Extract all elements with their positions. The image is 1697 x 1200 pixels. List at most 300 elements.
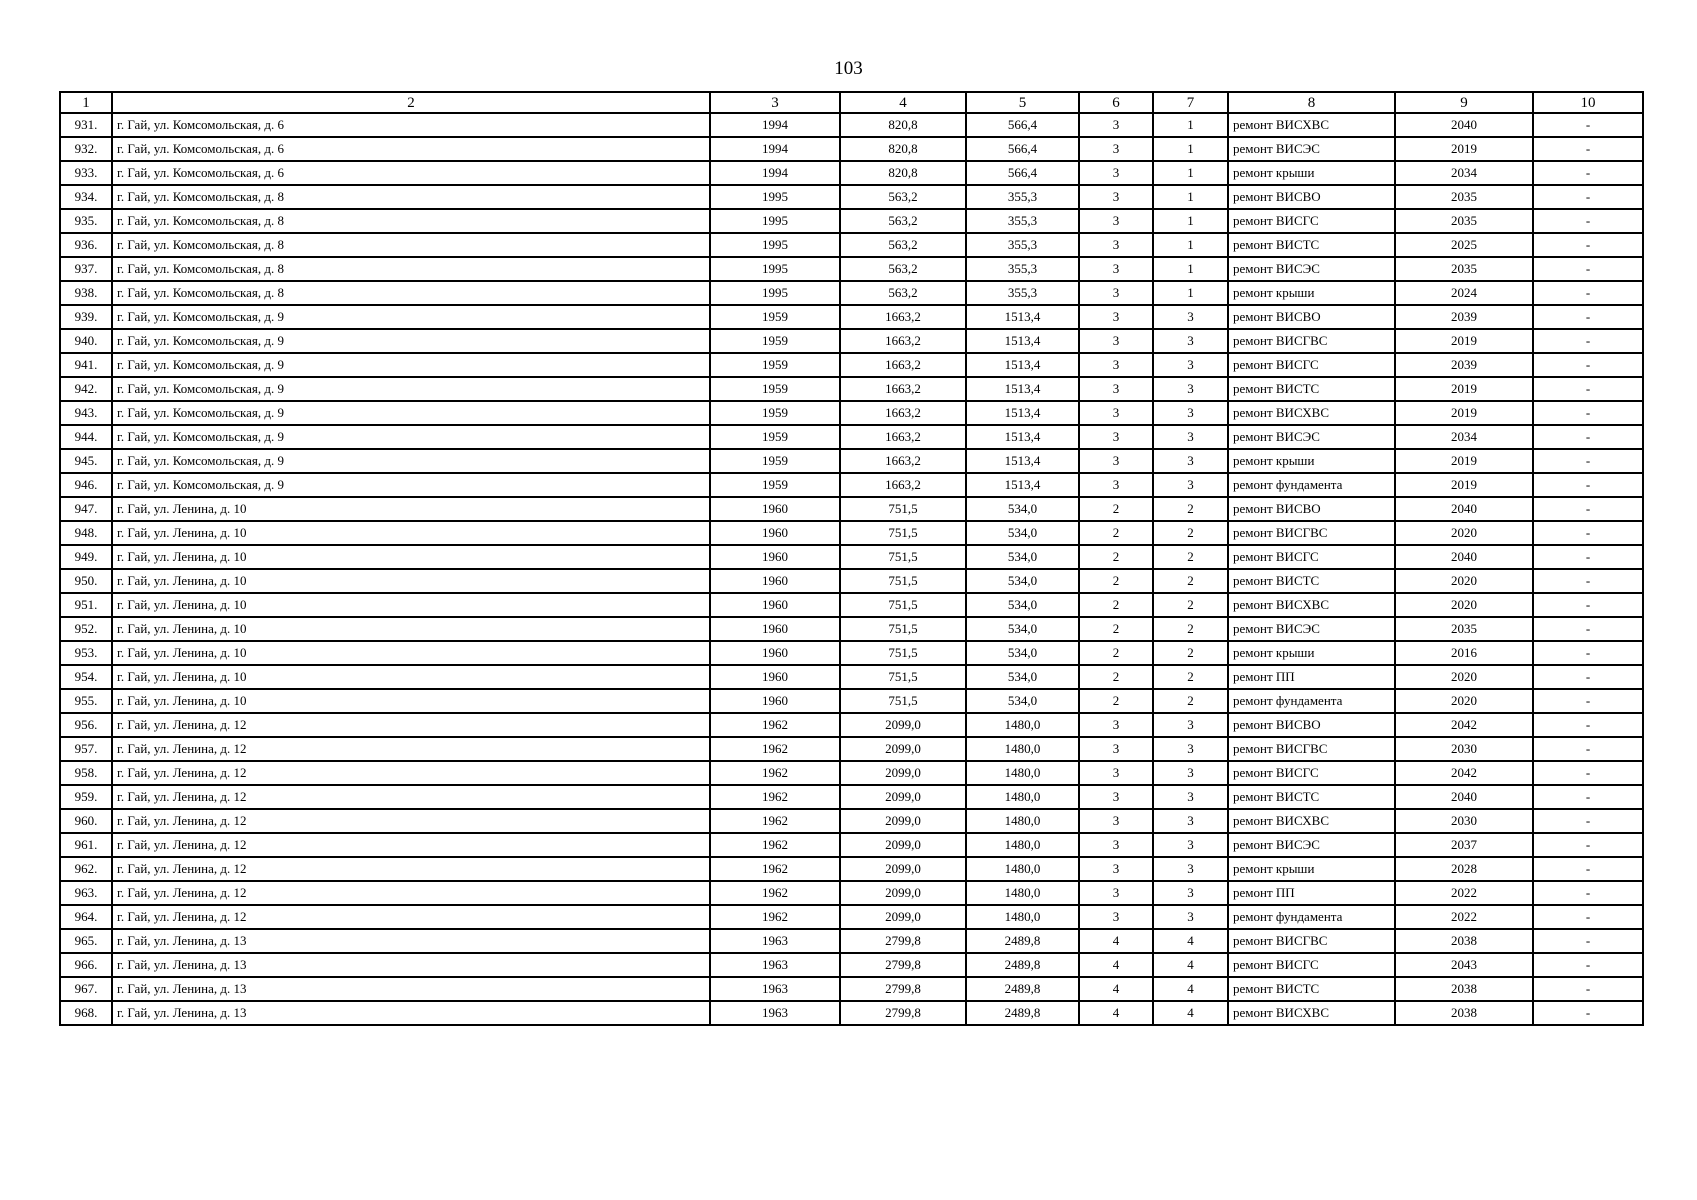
total-area-cell: 1663,2 xyxy=(840,329,966,353)
repair-year-cell: 2040 xyxy=(1395,545,1533,569)
total-area-cell: 563,2 xyxy=(840,209,966,233)
entrances-cell: 3 xyxy=(1153,785,1228,809)
column-header: 1 xyxy=(60,92,112,113)
repair-type-cell: ремонт ПП xyxy=(1228,665,1395,689)
table-row xyxy=(60,521,1643,545)
floors-cell: 3 xyxy=(1079,809,1153,833)
address-cell: г. Гай, ул. Комсомольская, д. 6 xyxy=(112,113,710,137)
living-area-cell: 355,3 xyxy=(966,257,1079,281)
entrances-cell: 4 xyxy=(1153,1001,1228,1025)
entrances-cell: 1 xyxy=(1153,185,1228,209)
entrances-cell: 4 xyxy=(1153,953,1228,977)
entrances-cell: 4 xyxy=(1153,977,1228,1001)
table-row xyxy=(60,449,1643,473)
table-row xyxy=(60,161,1643,185)
living-area-cell: 566,4 xyxy=(966,161,1079,185)
column-header: 10 xyxy=(1533,92,1643,113)
table-row xyxy=(60,713,1643,737)
table-row xyxy=(60,257,1643,281)
year-built-cell: 1994 xyxy=(710,137,840,161)
note-cell: - xyxy=(1533,1001,1643,1025)
total-area-cell: 751,5 xyxy=(840,545,966,569)
table-row xyxy=(60,353,1643,377)
repair-type-cell: ремонт ВИСТС xyxy=(1228,785,1395,809)
row-number-cell: 961. xyxy=(60,833,112,857)
entrances-cell: 2 xyxy=(1153,569,1228,593)
address-cell: г. Гай, ул. Ленина, д. 10 xyxy=(112,617,710,641)
repair-year-cell: 2040 xyxy=(1395,497,1533,521)
repair-year-cell: 2020 xyxy=(1395,569,1533,593)
floors-cell: 3 xyxy=(1079,233,1153,257)
note-cell: - xyxy=(1533,953,1643,977)
year-built-cell: 1959 xyxy=(710,329,840,353)
year-built-cell: 1995 xyxy=(710,185,840,209)
repair-year-cell: 2035 xyxy=(1395,617,1533,641)
repair-type-cell: ремонт ВИСВО xyxy=(1228,305,1395,329)
row-number-cell: 958. xyxy=(60,761,112,785)
address-cell: г. Гай, ул. Комсомольская, д. 8 xyxy=(112,233,710,257)
table-row xyxy=(60,857,1643,881)
row-number-cell: 935. xyxy=(60,209,112,233)
address-cell: г. Гай, ул. Комсомольская, д. 6 xyxy=(112,161,710,185)
entrances-cell: 2 xyxy=(1153,545,1228,569)
header-row xyxy=(60,92,1643,113)
repair-type-cell: ремонт ВИСТС xyxy=(1228,977,1395,1001)
entrances-cell: 3 xyxy=(1153,473,1228,497)
note-cell: - xyxy=(1533,257,1643,281)
address-cell: г. Гай, ул. Комсомольская, д. 9 xyxy=(112,353,710,377)
total-area-cell: 1663,2 xyxy=(840,305,966,329)
year-built-cell: 1959 xyxy=(710,353,840,377)
year-built-cell: 1995 xyxy=(710,281,840,305)
repair-year-cell: 2043 xyxy=(1395,953,1533,977)
floors-cell: 2 xyxy=(1079,569,1153,593)
repair-type-cell: ремонт ВИСГВС xyxy=(1228,737,1395,761)
note-cell: - xyxy=(1533,185,1643,209)
repair-year-cell: 2034 xyxy=(1395,161,1533,185)
table-row xyxy=(60,497,1643,521)
repair-type-cell: ремонт крыши xyxy=(1228,857,1395,881)
row-number-cell: 951. xyxy=(60,593,112,617)
repair-year-cell: 2028 xyxy=(1395,857,1533,881)
repair-type-cell: ремонт ВИСГС xyxy=(1228,953,1395,977)
note-cell: - xyxy=(1533,113,1643,137)
repair-type-cell: ремонт ВИСГВС xyxy=(1228,521,1395,545)
repair-year-cell: 2035 xyxy=(1395,209,1533,233)
year-built-cell: 1962 xyxy=(710,737,840,761)
repair-type-cell: ремонт ВИСЭС xyxy=(1228,137,1395,161)
living-area-cell: 1513,4 xyxy=(966,329,1079,353)
row-number-cell: 940. xyxy=(60,329,112,353)
note-cell: - xyxy=(1533,929,1643,953)
total-area-cell: 2099,0 xyxy=(840,905,966,929)
entrances-cell: 3 xyxy=(1153,881,1228,905)
address-cell: г. Гай, ул. Комсомольская, д. 9 xyxy=(112,401,710,425)
note-cell: - xyxy=(1533,713,1643,737)
entrances-cell: 1 xyxy=(1153,233,1228,257)
address-cell: г. Гай, ул. Ленина, д. 10 xyxy=(112,641,710,665)
entrances-cell: 1 xyxy=(1153,137,1228,161)
floors-cell: 2 xyxy=(1079,617,1153,641)
row-number-cell: 937. xyxy=(60,257,112,281)
entrances-cell: 3 xyxy=(1153,305,1228,329)
address-cell: г. Гай, ул. Ленина, д. 13 xyxy=(112,977,710,1001)
living-area-cell: 1513,4 xyxy=(966,377,1079,401)
floors-cell: 2 xyxy=(1079,641,1153,665)
floors-cell: 3 xyxy=(1079,833,1153,857)
year-built-cell: 1962 xyxy=(710,881,840,905)
note-cell: - xyxy=(1533,617,1643,641)
total-area-cell: 2799,8 xyxy=(840,977,966,1001)
page-number: 103 xyxy=(834,58,863,79)
table-row xyxy=(60,113,1643,137)
year-built-cell: 1960 xyxy=(710,665,840,689)
living-area-cell: 2489,8 xyxy=(966,1001,1079,1025)
living-area-cell: 566,4 xyxy=(966,113,1079,137)
total-area-cell: 751,5 xyxy=(840,569,966,593)
entrances-cell: 1 xyxy=(1153,161,1228,185)
entrances-cell: 3 xyxy=(1153,809,1228,833)
living-area-cell: 2489,8 xyxy=(966,953,1079,977)
total-area-cell: 2099,0 xyxy=(840,881,966,905)
address-cell: г. Гай, ул. Ленина, д. 10 xyxy=(112,497,710,521)
address-cell: г. Гай, ул. Ленина, д. 12 xyxy=(112,761,710,785)
note-cell: - xyxy=(1533,641,1643,665)
row-number-cell: 941. xyxy=(60,353,112,377)
total-area-cell: 2799,8 xyxy=(840,929,966,953)
note-cell: - xyxy=(1533,809,1643,833)
row-number-cell: 932. xyxy=(60,137,112,161)
repair-type-cell: ремонт ВИСГС xyxy=(1228,545,1395,569)
floors-cell: 2 xyxy=(1079,689,1153,713)
note-cell: - xyxy=(1533,497,1643,521)
total-area-cell: 1663,2 xyxy=(840,377,966,401)
repair-type-cell: ремонт ВИСТС xyxy=(1228,377,1395,401)
floors-cell: 4 xyxy=(1079,1001,1153,1025)
living-area-cell: 1513,4 xyxy=(966,305,1079,329)
floors-cell: 2 xyxy=(1079,497,1153,521)
repair-year-cell: 2037 xyxy=(1395,833,1533,857)
year-built-cell: 1960 xyxy=(710,617,840,641)
repair-type-cell: ремонт крыши xyxy=(1228,281,1395,305)
floors-cell: 3 xyxy=(1079,881,1153,905)
entrances-cell: 3 xyxy=(1153,449,1228,473)
living-area-cell: 355,3 xyxy=(966,233,1079,257)
living-area-cell: 1480,0 xyxy=(966,833,1079,857)
year-built-cell: 1962 xyxy=(710,809,840,833)
table-row xyxy=(60,329,1643,353)
note-cell: - xyxy=(1533,449,1643,473)
total-area-cell: 2099,0 xyxy=(840,785,966,809)
address-cell: г. Гай, ул. Ленина, д. 10 xyxy=(112,689,710,713)
row-number-cell: 957. xyxy=(60,737,112,761)
address-cell: г. Гай, ул. Комсомольская, д. 8 xyxy=(112,257,710,281)
note-cell: - xyxy=(1533,209,1643,233)
repair-year-cell: 2022 xyxy=(1395,905,1533,929)
address-cell: г. Гай, ул. Ленина, д. 12 xyxy=(112,857,710,881)
entrances-cell: 3 xyxy=(1153,737,1228,761)
repair-type-cell: ремонт ПП xyxy=(1228,881,1395,905)
total-area-cell: 820,8 xyxy=(840,137,966,161)
living-area-cell: 534,0 xyxy=(966,569,1079,593)
floors-cell: 3 xyxy=(1079,161,1153,185)
entrances-cell: 4 xyxy=(1153,929,1228,953)
address-cell: г. Гай, ул. Ленина, д. 10 xyxy=(112,521,710,545)
floors-cell: 3 xyxy=(1079,353,1153,377)
note-cell: - xyxy=(1533,521,1643,545)
table-row xyxy=(60,977,1643,1001)
living-area-cell: 1480,0 xyxy=(966,713,1079,737)
repair-year-cell: 2042 xyxy=(1395,713,1533,737)
note-cell: - xyxy=(1533,881,1643,905)
year-built-cell: 1959 xyxy=(710,425,840,449)
address-cell: г. Гай, ул. Комсомольская, д. 9 xyxy=(112,425,710,449)
row-number-cell: 946. xyxy=(60,473,112,497)
year-built-cell: 1995 xyxy=(710,257,840,281)
repair-year-cell: 2019 xyxy=(1395,329,1533,353)
living-area-cell: 2489,8 xyxy=(966,977,1079,1001)
note-cell: - xyxy=(1533,833,1643,857)
note-cell: - xyxy=(1533,305,1643,329)
year-built-cell: 1960 xyxy=(710,641,840,665)
row-number-cell: 933. xyxy=(60,161,112,185)
column-header: 5 xyxy=(966,92,1079,113)
repair-year-cell: 2040 xyxy=(1395,113,1533,137)
repair-year-cell: 2025 xyxy=(1395,233,1533,257)
entrances-cell: 3 xyxy=(1153,857,1228,881)
floors-cell: 3 xyxy=(1079,209,1153,233)
living-area-cell: 355,3 xyxy=(966,281,1079,305)
year-built-cell: 1959 xyxy=(710,305,840,329)
address-cell: г. Гай, ул. Ленина, д. 12 xyxy=(112,713,710,737)
repair-type-cell: ремонт фундамента xyxy=(1228,689,1395,713)
total-area-cell: 751,5 xyxy=(840,521,966,545)
address-cell: г. Гай, ул. Ленина, д. 13 xyxy=(112,929,710,953)
living-area-cell: 1513,4 xyxy=(966,425,1079,449)
total-area-cell: 563,2 xyxy=(840,281,966,305)
floors-cell: 3 xyxy=(1079,329,1153,353)
total-area-cell: 2099,0 xyxy=(840,761,966,785)
column-header: 8 xyxy=(1228,92,1395,113)
living-area-cell: 1480,0 xyxy=(966,857,1079,881)
year-built-cell: 1994 xyxy=(710,113,840,137)
year-built-cell: 1963 xyxy=(710,953,840,977)
year-built-cell: 1960 xyxy=(710,497,840,521)
repair-year-cell: 2019 xyxy=(1395,137,1533,161)
year-built-cell: 1994 xyxy=(710,161,840,185)
living-area-cell: 1480,0 xyxy=(966,737,1079,761)
repair-year-cell: 2020 xyxy=(1395,665,1533,689)
floors-cell: 3 xyxy=(1079,281,1153,305)
row-number-cell: 931. xyxy=(60,113,112,137)
entrances-cell: 2 xyxy=(1153,617,1228,641)
row-number-cell: 968. xyxy=(60,1001,112,1025)
repair-type-cell: ремонт ВИСХВС xyxy=(1228,113,1395,137)
living-area-cell: 534,0 xyxy=(966,641,1079,665)
repair-type-cell: ремонт крыши xyxy=(1228,449,1395,473)
repair-schedule-table xyxy=(59,91,1644,1026)
living-area-cell: 1480,0 xyxy=(966,785,1079,809)
repair-year-cell: 2022 xyxy=(1395,881,1533,905)
repair-type-cell: ремонт ВИСВО xyxy=(1228,713,1395,737)
row-number-cell: 959. xyxy=(60,785,112,809)
total-area-cell: 820,8 xyxy=(840,113,966,137)
row-number-cell: 965. xyxy=(60,929,112,953)
floors-cell: 4 xyxy=(1079,977,1153,1001)
table-row xyxy=(60,1001,1643,1025)
year-built-cell: 1963 xyxy=(710,977,840,1001)
living-area-cell: 1513,4 xyxy=(966,353,1079,377)
table-row xyxy=(60,425,1643,449)
entrances-cell: 3 xyxy=(1153,833,1228,857)
note-cell: - xyxy=(1533,977,1643,1001)
repair-type-cell: ремонт ВИСЭС xyxy=(1228,617,1395,641)
note-cell: - xyxy=(1533,233,1643,257)
total-area-cell: 2799,8 xyxy=(840,953,966,977)
year-built-cell: 1962 xyxy=(710,761,840,785)
floors-cell: 3 xyxy=(1079,713,1153,737)
living-area-cell: 534,0 xyxy=(966,593,1079,617)
note-cell: - xyxy=(1533,353,1643,377)
row-number-cell: 945. xyxy=(60,449,112,473)
repair-year-cell: 2042 xyxy=(1395,761,1533,785)
repair-type-cell: ремонт ВИСЭС xyxy=(1228,833,1395,857)
living-area-cell: 1480,0 xyxy=(966,905,1079,929)
living-area-cell: 1480,0 xyxy=(966,761,1079,785)
note-cell: - xyxy=(1533,545,1643,569)
repair-type-cell: ремонт ВИСГС xyxy=(1228,209,1395,233)
row-number-cell: 948. xyxy=(60,521,112,545)
year-built-cell: 1959 xyxy=(710,377,840,401)
table-row xyxy=(60,617,1643,641)
repair-type-cell: ремонт ВИСХВС xyxy=(1228,1001,1395,1025)
note-cell: - xyxy=(1533,377,1643,401)
total-area-cell: 563,2 xyxy=(840,257,966,281)
address-cell: г. Гай, ул. Ленина, д. 13 xyxy=(112,953,710,977)
total-area-cell: 1663,2 xyxy=(840,425,966,449)
total-area-cell: 2799,8 xyxy=(840,1001,966,1025)
address-cell: г. Гай, ул. Ленина, д. 10 xyxy=(112,665,710,689)
entrances-cell: 3 xyxy=(1153,329,1228,353)
table-row xyxy=(60,137,1643,161)
floors-cell: 3 xyxy=(1079,761,1153,785)
column-header: 2 xyxy=(112,92,710,113)
year-built-cell: 1962 xyxy=(710,785,840,809)
address-cell: г. Гай, ул. Комсомольская, д. 9 xyxy=(112,473,710,497)
total-area-cell: 2099,0 xyxy=(840,857,966,881)
row-number-cell: 963. xyxy=(60,881,112,905)
living-area-cell: 534,0 xyxy=(966,521,1079,545)
entrances-cell: 3 xyxy=(1153,905,1228,929)
row-number-cell: 936. xyxy=(60,233,112,257)
row-number-cell: 938. xyxy=(60,281,112,305)
note-cell: - xyxy=(1533,689,1643,713)
address-cell: г. Гай, ул. Ленина, д. 12 xyxy=(112,737,710,761)
address-cell: г. Гай, ул. Комсомольская, д. 8 xyxy=(112,185,710,209)
address-cell: г. Гай, ул. Комсомольская, д. 9 xyxy=(112,305,710,329)
address-cell: г. Гай, ул. Ленина, д. 12 xyxy=(112,809,710,833)
living-area-cell: 1480,0 xyxy=(966,809,1079,833)
total-area-cell: 2099,0 xyxy=(840,833,966,857)
table-row xyxy=(60,641,1643,665)
floors-cell: 3 xyxy=(1079,425,1153,449)
entrances-cell: 1 xyxy=(1153,113,1228,137)
year-built-cell: 1959 xyxy=(710,449,840,473)
column-header: 9 xyxy=(1395,92,1533,113)
repair-year-cell: 2019 xyxy=(1395,449,1533,473)
row-number-cell: 950. xyxy=(60,569,112,593)
total-area-cell: 751,5 xyxy=(840,497,966,521)
living-area-cell: 534,0 xyxy=(966,665,1079,689)
living-area-cell: 355,3 xyxy=(966,209,1079,233)
total-area-cell: 1663,2 xyxy=(840,449,966,473)
floors-cell: 2 xyxy=(1079,521,1153,545)
repair-year-cell: 2020 xyxy=(1395,689,1533,713)
year-built-cell: 1960 xyxy=(710,593,840,617)
entrances-cell: 3 xyxy=(1153,401,1228,425)
total-area-cell: 2099,0 xyxy=(840,713,966,737)
floors-cell: 2 xyxy=(1079,665,1153,689)
entrances-cell: 2 xyxy=(1153,641,1228,665)
repair-type-cell: ремонт ВИСЭС xyxy=(1228,257,1395,281)
row-number-cell: 949. xyxy=(60,545,112,569)
year-built-cell: 1962 xyxy=(710,857,840,881)
row-number-cell: 953. xyxy=(60,641,112,665)
floors-cell: 2 xyxy=(1079,545,1153,569)
row-number-cell: 939. xyxy=(60,305,112,329)
table-row xyxy=(60,809,1643,833)
table-row xyxy=(60,593,1643,617)
living-area-cell: 355,3 xyxy=(966,185,1079,209)
repair-year-cell: 2035 xyxy=(1395,257,1533,281)
total-area-cell: 820,8 xyxy=(840,161,966,185)
repair-type-cell: ремонт ВИСТС xyxy=(1228,569,1395,593)
address-cell: г. Гай, ул. Комсомольская, д. 8 xyxy=(112,281,710,305)
column-header: 4 xyxy=(840,92,966,113)
repair-type-cell: ремонт ВИСВО xyxy=(1228,185,1395,209)
entrances-cell: 1 xyxy=(1153,209,1228,233)
repair-year-cell: 2038 xyxy=(1395,1001,1533,1025)
floors-cell: 3 xyxy=(1079,905,1153,929)
note-cell: - xyxy=(1533,857,1643,881)
note-cell: - xyxy=(1533,905,1643,929)
year-built-cell: 1960 xyxy=(710,545,840,569)
living-area-cell: 1513,4 xyxy=(966,449,1079,473)
repair-type-cell: ремонт ВИСГС xyxy=(1228,353,1395,377)
note-cell: - xyxy=(1533,785,1643,809)
repair-type-cell: ремонт ВИСХВС xyxy=(1228,593,1395,617)
floors-cell: 3 xyxy=(1079,449,1153,473)
table-body xyxy=(60,113,1643,1025)
living-area-cell: 1513,4 xyxy=(966,401,1079,425)
table-row xyxy=(60,545,1643,569)
repair-year-cell: 2019 xyxy=(1395,401,1533,425)
address-cell: г. Гай, ул. Ленина, д. 12 xyxy=(112,785,710,809)
address-cell: г. Гай, ул. Комсомольская, д. 9 xyxy=(112,377,710,401)
table-row xyxy=(60,377,1643,401)
address-cell: г. Гай, ул. Ленина, д. 10 xyxy=(112,569,710,593)
note-cell: - xyxy=(1533,569,1643,593)
floors-cell: 2 xyxy=(1079,593,1153,617)
total-area-cell: 2099,0 xyxy=(840,737,966,761)
living-area-cell: 534,0 xyxy=(966,497,1079,521)
entrances-cell: 3 xyxy=(1153,713,1228,737)
note-cell: - xyxy=(1533,737,1643,761)
repair-type-cell: ремонт ВИСВО xyxy=(1228,497,1395,521)
row-number-cell: 966. xyxy=(60,953,112,977)
note-cell: - xyxy=(1533,665,1643,689)
repair-type-cell: ремонт ВИСХВС xyxy=(1228,809,1395,833)
